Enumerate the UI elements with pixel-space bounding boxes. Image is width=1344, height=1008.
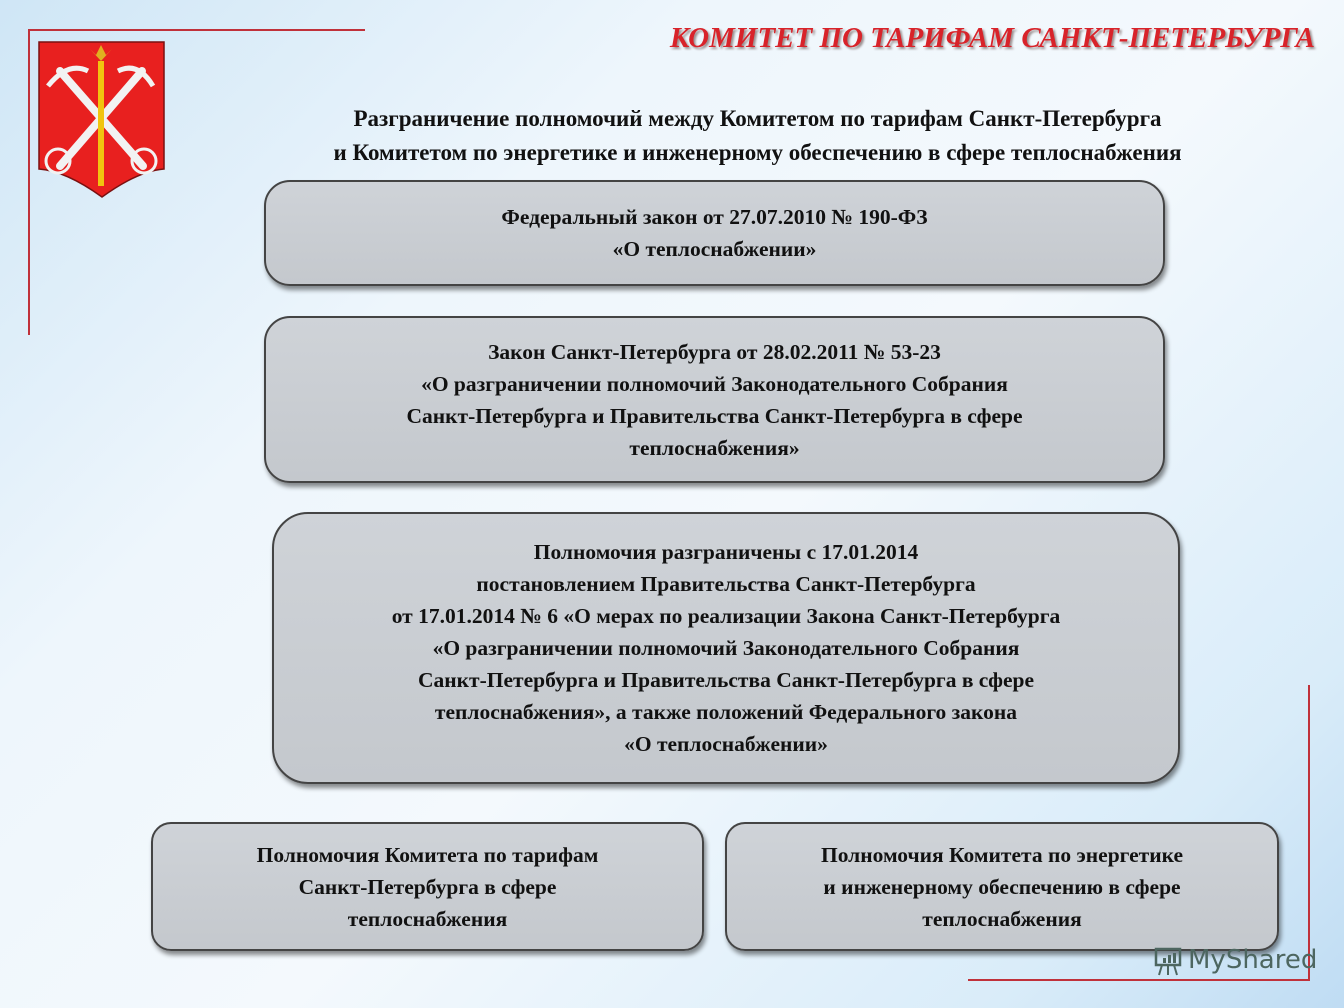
box-line: теплоснабжения», а также положений Федерального закона [434, 700, 1018, 724]
tariff-committee-box [151, 822, 704, 951]
frame-line-right [1308, 685, 1310, 981]
box-line: теплоснабжения» [629, 435, 800, 460]
subtitle-line: Разграничение полномочий между Комитетом по тарифам Санкт-Петербурга [353, 106, 1162, 131]
box-line: «О теплоснабжении» [624, 732, 828, 756]
box-line: Закон Санкт-Петербурга от 28.02.2011 № 53-23 [488, 339, 941, 364]
federal-law-box [264, 180, 1165, 286]
committee-title: КОМИТЕТ ПО ТАРИФАМ САНКТ-ПЕТЕРБУРГА [669, 22, 1315, 54]
box-line: и инженерному обеспечению в сфере [823, 874, 1181, 899]
presentation-board-icon [1152, 944, 1184, 976]
slide-subtitle [200, 102, 1315, 170]
box-line: Полномочия разграничены с 17.01.2014 [533, 540, 919, 564]
frame-line-bottom [968, 979, 1310, 981]
box-line: теплоснабжения [922, 906, 1082, 931]
watermark-text: MyShared [1188, 945, 1318, 975]
myshared-watermark [1152, 944, 1317, 976]
box-line: Санкт-Петербурга и Правительства Санкт-Петербурга в сфере [418, 668, 1034, 692]
frame-line-top [28, 29, 365, 31]
box-line: Федеральный закон от 27.07.2010 № 190-ФЗ [501, 205, 928, 229]
box-line: Полномочия Комитета по тарифам [256, 842, 599, 867]
box-line: «О разграничении полномочий Законодательного Собрания [432, 636, 1020, 660]
box-line: теплоснабжения [347, 906, 508, 931]
box-line: «О разграничении полномочий Законодательного Собрания [421, 371, 1008, 396]
spb-law-box [264, 316, 1165, 483]
box-line: «О теплоснабжении» [612, 237, 817, 261]
spb-coat-of-arms-icon [38, 41, 165, 198]
box-line: от 17.01.2014 № 6 «О мерах по реализации Закона Санкт-Петербурга [391, 604, 1061, 628]
box-line: Полномочия Комитета по энергетике [820, 842, 1184, 867]
energy-committee-box [725, 822, 1279, 951]
frame-line-left [28, 29, 30, 335]
subtitle-line: и Комитетом по энергетике и инженерному обеспечению в сфере теплоснабжения [333, 140, 1182, 165]
resolution-box [272, 512, 1180, 784]
box-line: постановлением Правительства Санкт-Петербурга [476, 572, 976, 596]
box-line: Санкт-Петербурга и Правительства Санкт-Петербурга в сфере [406, 403, 1023, 428]
box-line: Санкт-Петербурга в сфере [298, 874, 557, 899]
